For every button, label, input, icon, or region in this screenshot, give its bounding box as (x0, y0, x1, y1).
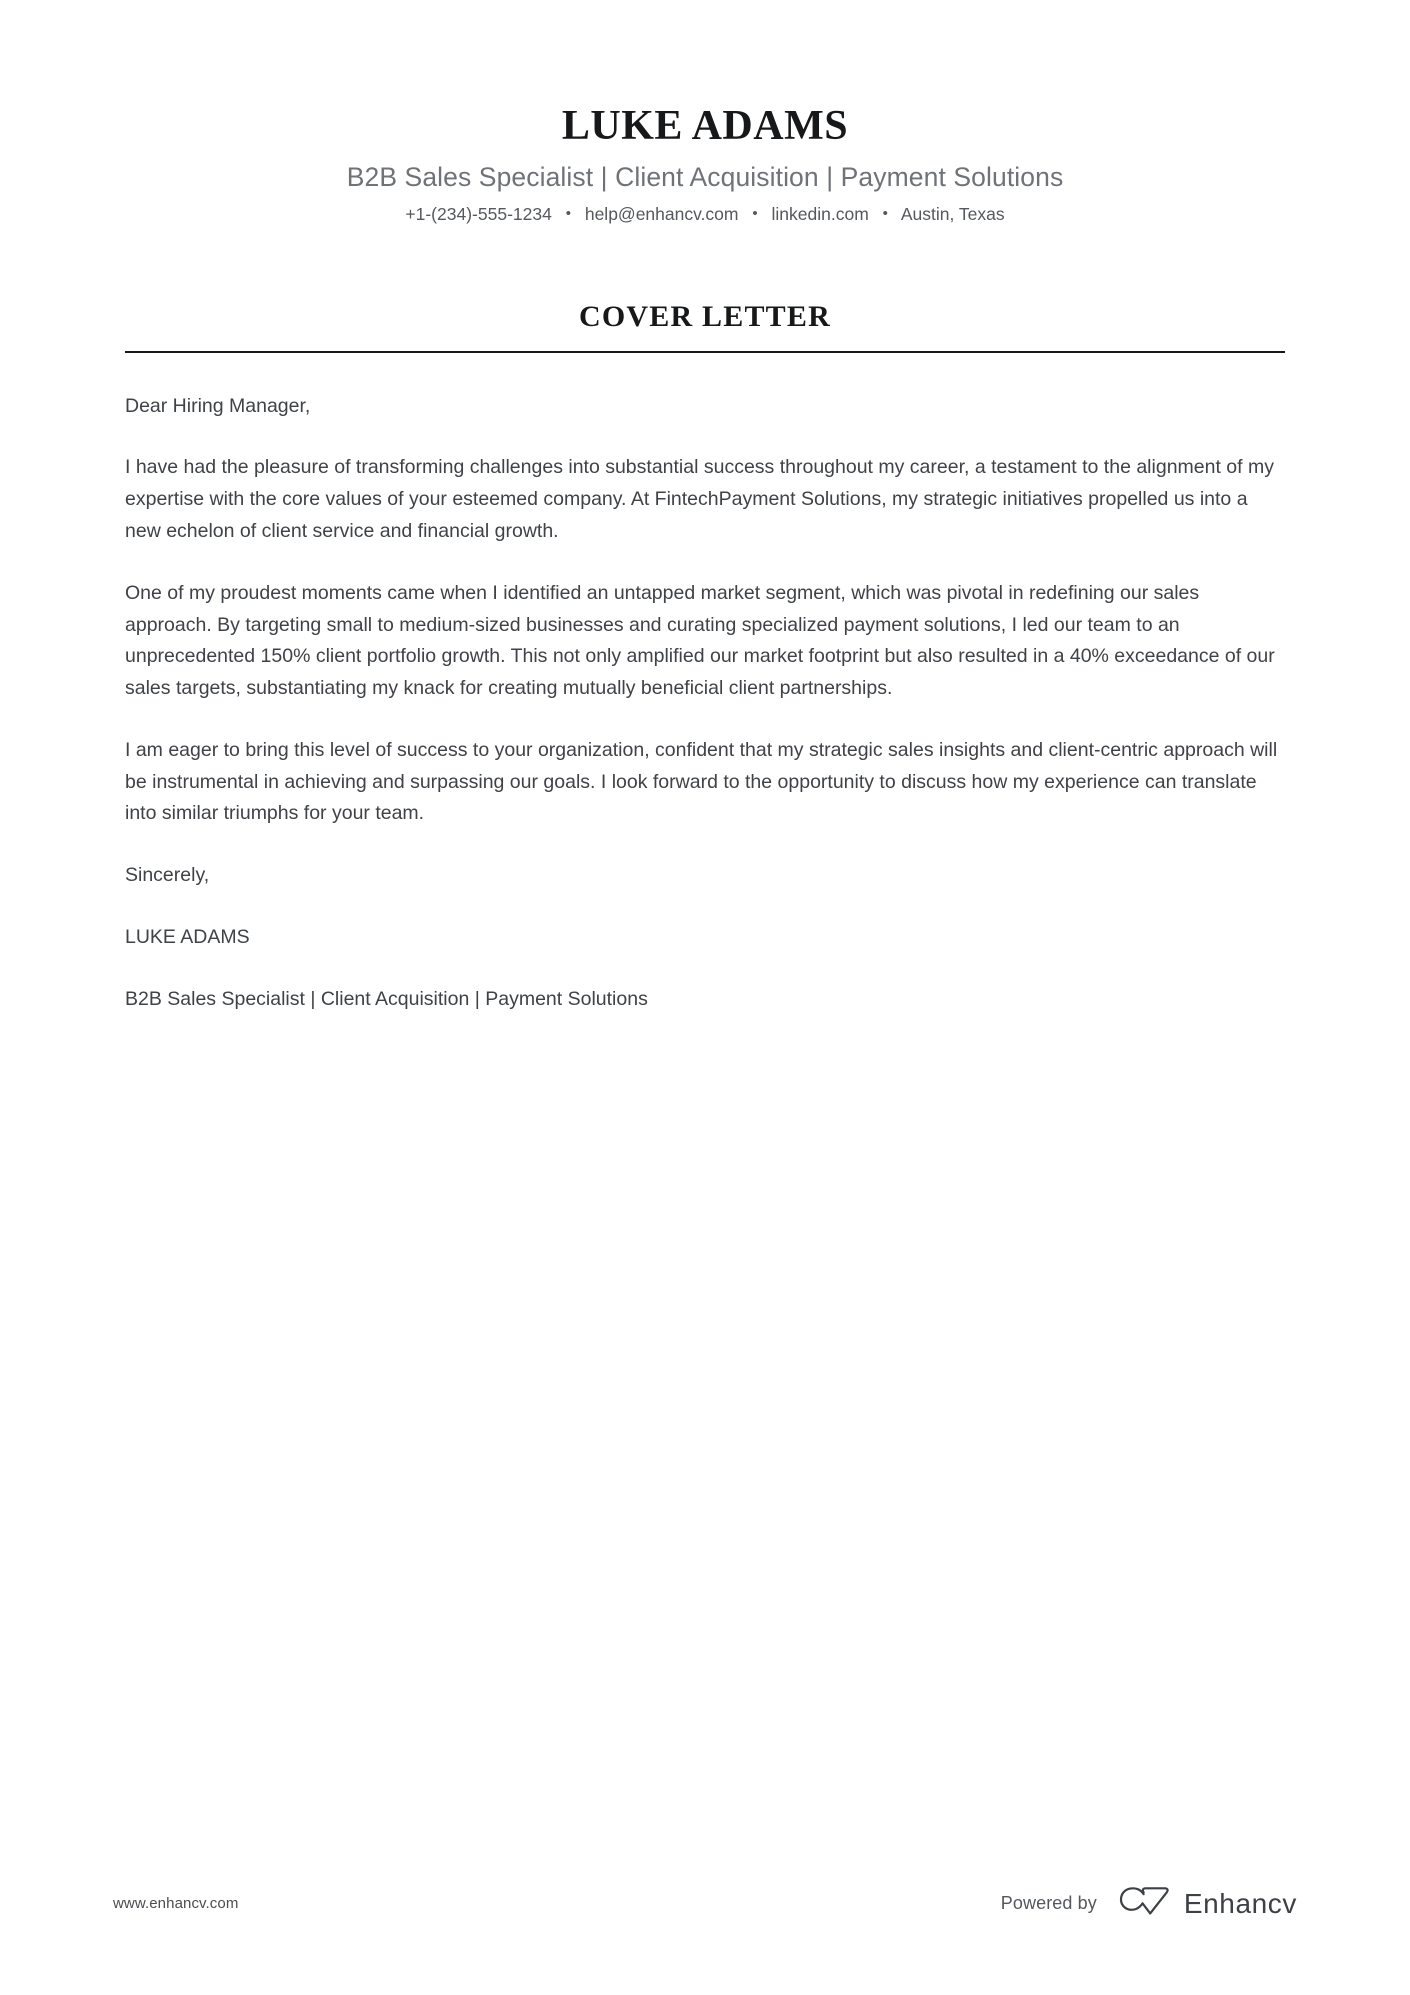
enhancv-logo-icon (1119, 1886, 1171, 1921)
powered-by-block (1001, 1886, 1297, 1921)
candidate-name: LUKE ADAMS (561, 103, 849, 149)
contact-phone: +1-(234)-555-1234 (405, 203, 552, 224)
page-footer (0, 1886, 1410, 1921)
contact-linkedin[interactable]: linkedin.com (771, 203, 869, 224)
footer-website-url[interactable]: www.enhancv.com (113, 1895, 239, 1912)
powered-by-label: Powered by (1000, 1893, 1097, 1913)
closing: Sincerely, (125, 864, 210, 887)
letter-paragraph-1: I have had the pleasure of transforming challenges into substantial success throughout my career, a testament to the alignment of my expertise with the core values of your esteemed company. At FintechPayment Solutions, my strategic initiatives propelled us into a new echelon of client service and financial growth. (125, 456, 1274, 542)
contact-separator-icon: • (752, 204, 758, 222)
section-title: COVER LETTER (579, 299, 831, 333)
section-header (0, 300, 1410, 353)
letter-paragraph-3: I am eager to bring this level of success to your organization, confident that my strategic sales insights and client-centric approach will be instrumental in achieving and surpassing our goals. I look forward to the opportunity to discuss how my experience can translate into similar triumphs for your team. (125, 738, 1278, 825)
contact-location: Austin, Texas (900, 203, 1005, 224)
contact-separator-icon: • (565, 204, 571, 222)
contact-email[interactable]: help@enhancv.com (584, 203, 739, 224)
section-divider (125, 351, 1285, 353)
contact-separator-icon: • (882, 204, 888, 222)
contact-line (0, 203, 1410, 226)
enhancv-brand[interactable] (1119, 1886, 1297, 1921)
letter-body (0, 391, 1410, 1016)
signature-title: B2B Sales Specialist | Client Acquisition | Payment Solutions (125, 987, 648, 1010)
signature-name: LUKE ADAMS (125, 926, 250, 949)
letter-header (0, 0, 1410, 226)
candidate-headline: B2B Sales Specialist | Client Acquisition | Payment Solutions (346, 162, 1064, 193)
salutation: Dear Hiring Manager, (125, 394, 311, 417)
letter-paragraph-2: One of my proudest moments came when I identified an untapped market segment, which was pivotal in redefining our sales approach. By targeting small to medium-sized businesses and curating specialized payment solutions, I led our team to an unprecedented 150% client portfolio growth. This not only amplified our market footprint but also resulted in a 40% exceedance of our sales targets, substantiating my knack for creating mutually beneficial client partnerships. (125, 581, 1275, 700)
enhancv-wordmark: Enhancv (1183, 1887, 1297, 1919)
